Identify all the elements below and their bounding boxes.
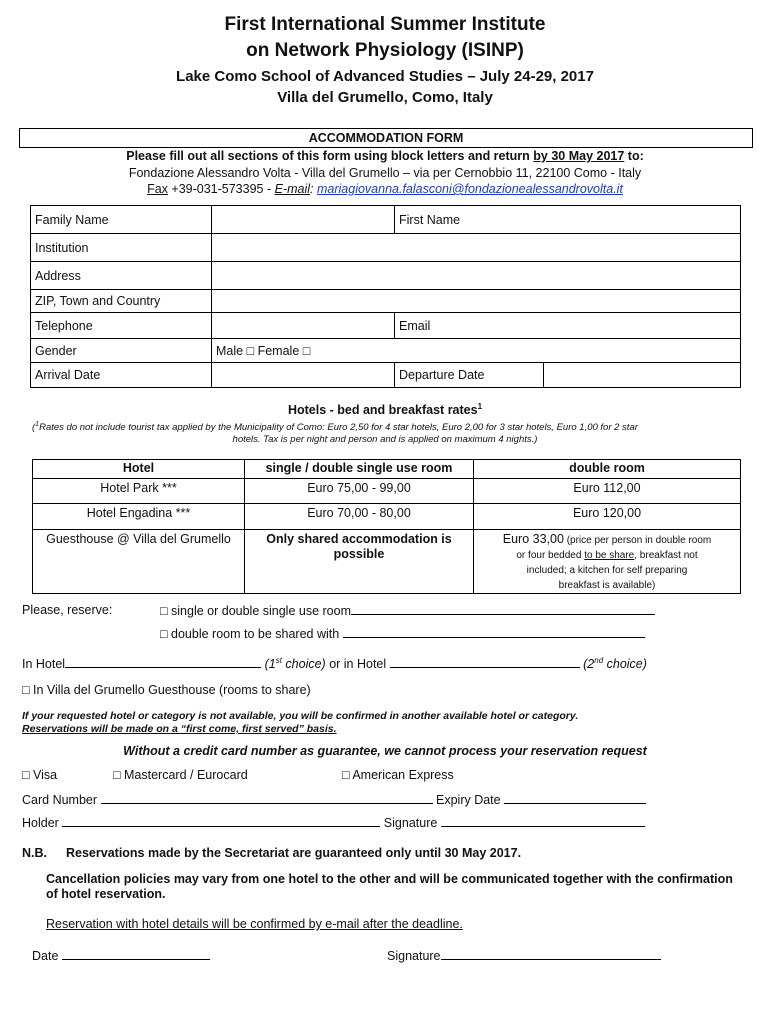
date-row [32,948,210,963]
email-field-label [395,313,741,339]
title-line-2: on Network Physiology (ISINP) [246,40,524,61]
double-rate-cell: Euro 120,00 [474,504,741,530]
choice-1-sup: st [275,656,282,665]
zip-label: ZIP, Town and Country [31,290,212,313]
holder-row [22,815,645,830]
institution-label: Institution [31,234,212,262]
cancellation-line-2: of hotel reservation. [46,887,166,901]
villa-option[interactable]: □ In Villa del Grumello Guesthouse (rooms to share) [22,683,311,697]
card-number-line[interactable] [101,792,433,804]
warning-line-2: Reservations will be made on a “first come, first served” basis. [22,723,337,735]
single-rate-cell: Euro 75,00 - 99,00 [245,479,474,504]
double-rate-cell: Euro 112,00 [474,479,741,504]
reserve-option-single-text: □ single or double single use room [160,604,351,618]
nb-label: N.B. [22,846,47,860]
fax-label: Fax [147,182,168,196]
guest-single-line-2: possible [333,547,385,561]
form-contact [0,182,770,196]
telephone-label: Telephone [31,313,212,339]
reserve-option-double[interactable] [160,626,645,641]
family-name-label: Family Name [31,206,212,234]
first-name-field[interactable] [731,206,741,234]
expiry-line[interactable] [504,792,646,804]
email-label: E-mail [274,182,311,196]
hotels-heading-footnote: 1 [477,402,483,411]
form-address: Fondazione Alessandro Volta - Villa del Grumello – via per Cernobbio 11, 22100 Como - Italy [128,166,642,180]
first-name-text: First Name [399,212,461,227]
guest-double-line-4: breakfast is available) [558,580,656,591]
instructions-to: to: [624,149,644,163]
tax-note-line-2: hotels. Tax is per night and person and is applied on maximum 4 nights.) [232,434,538,445]
hotels-heading-text: Hotels - bed and breakfast rates [287,403,478,418]
guest-single-line-1: Only shared accommodation is [266,532,452,546]
form-instructions [0,149,770,163]
card-number-row [22,792,646,807]
fax-value: +39-031-573395 - [167,182,275,196]
address-field[interactable] [212,262,741,290]
guest-double-line-2c: , breakfast not [634,550,698,561]
table-row [33,530,741,594]
institution-field[interactable] [212,234,741,262]
choice-1-a: (1 [264,657,276,672]
nb-text: Reservations made by the Secretariat are guaranteed only until 30 May 2017. [66,846,522,860]
first-name-label [395,206,732,234]
tax-note-text: Rates do not include tourist tax applied by the Municipality of Como: Euro 2,50 for 4 star hotels, Euro 2,00 for 3 star hotels, Euro 1,00 for 2 star [39,422,638,434]
form-title-box [19,128,753,148]
gender-options[interactable]: Male □ Female □ [212,339,741,363]
choice-2-sup: nd [594,656,604,665]
telephone-field[interactable] [212,313,395,339]
single-rate-cell: Euro 70,00 - 80,00 [245,504,474,530]
col-single-header: single / double single use room [245,460,474,479]
cancellation-line-1: Cancellation policies may vary from one hotel to the other and will be communicated together with the confirmation [46,872,733,886]
confirmation-notice: Reservation with hotel details will be confirmed by e-mail after the deadline. [46,917,463,931]
address-label: Address [31,262,212,290]
hotel-name-cell: Guesthouse @ Villa del Grumello [33,530,245,594]
email-field-text: Email [399,318,431,333]
single-rate-cell [245,530,474,594]
departure-label: Departure Date [395,363,544,388]
date-line[interactable] [62,948,210,960]
reserve-option-single[interactable] [160,603,655,618]
warning-line-1: If your requested hotel or category is not available, you will be confirmed in another available hotel or category. [22,710,579,722]
tax-note [32,421,732,433]
final-signature-line[interactable] [441,948,661,960]
amex-option[interactable]: □ American Express [342,768,454,782]
or-in-hotel-label: or in Hotel [325,657,390,672]
in-hotel-label: In Hotel [22,657,66,672]
guest-double-price: Euro 33,00 [502,532,564,546]
reserve-double-line[interactable] [343,626,645,638]
guest-double-line-1: (price per person in double room [563,535,712,546]
instructions-text: Please fill out all sections of this form using block letters and return [126,149,534,163]
gender-label: Gender [31,339,212,363]
card-signature-line[interactable] [441,815,645,827]
choice-2-b: choice) [603,657,647,672]
hotel-name-cell: Hotel Park *** [33,479,245,504]
arrival-field[interactable] [212,363,395,388]
arrival-label: Arrival Date [31,363,212,388]
holder-line[interactable] [62,815,380,827]
hotel-choice-1-line[interactable] [65,656,261,668]
form-title: ACCOMMODATION FORM [308,131,464,145]
final-signature-row [387,948,661,963]
hotel-choice-2-line[interactable] [390,656,580,668]
reserve-single-line[interactable] [351,603,655,615]
guest-double-line-3: included; a kitchen for self preparing [526,565,688,576]
choice-1-b: choice) [281,657,326,672]
double-rate-cell [474,530,741,594]
zip-field[interactable] [212,290,741,313]
holder-label: Holder [22,816,59,830]
subtitle-line-2: Villa del Grumello, Como, Italy [277,89,493,106]
family-name-field[interactable] [212,206,395,234]
email-link[interactable]: mariagiovanna.falasconi@fondazionealessandrovolta.it [316,182,623,196]
tax-note-paren: ( [32,422,36,434]
mastercard-option[interactable]: □ Mastercard / Eurocard [113,768,248,782]
card-number-label: Card Number [22,793,98,807]
table-row [33,504,741,530]
hotels-heading [0,402,770,417]
visa-option[interactable]: □ Visa [22,768,58,782]
hotel-choice-row [22,656,647,671]
hotel-name-cell: Hotel Engadina *** [33,504,245,530]
expiry-label: Expiry Date [436,793,501,807]
guest-double-line-2a: or four bedded [516,550,585,561]
reserve-label: Please, reserve: [22,603,113,617]
date-label: Date [32,949,59,963]
departure-field[interactable] [544,363,741,388]
card-signature-label: Signature [383,816,438,830]
choice-2-a: (2 [583,657,595,672]
subtitle-line-1: Lake Como School of Advanced Studies – July 24-29, 2017 [176,68,594,85]
reserve-option-double-text: □ double room to be shared with [160,627,343,641]
guarantee-notice: Without a credit card number as guarantee, we cannot process your reservation request [123,744,647,758]
tax-note-footnote: 1 [35,421,40,428]
final-signature-label: Signature [387,949,441,963]
hotel-rates-table [32,459,741,594]
col-hotel-header: Hotel [33,460,245,479]
col-double-header: double room [474,460,741,479]
personal-data-table [30,205,741,388]
guest-double-line-2b: to be share [584,550,635,561]
table-row [33,479,741,504]
email-colon: : [310,182,317,196]
instructions-date: by 30 May 2017 [533,149,625,163]
title-line-1: First International Summer Institute [224,14,546,35]
